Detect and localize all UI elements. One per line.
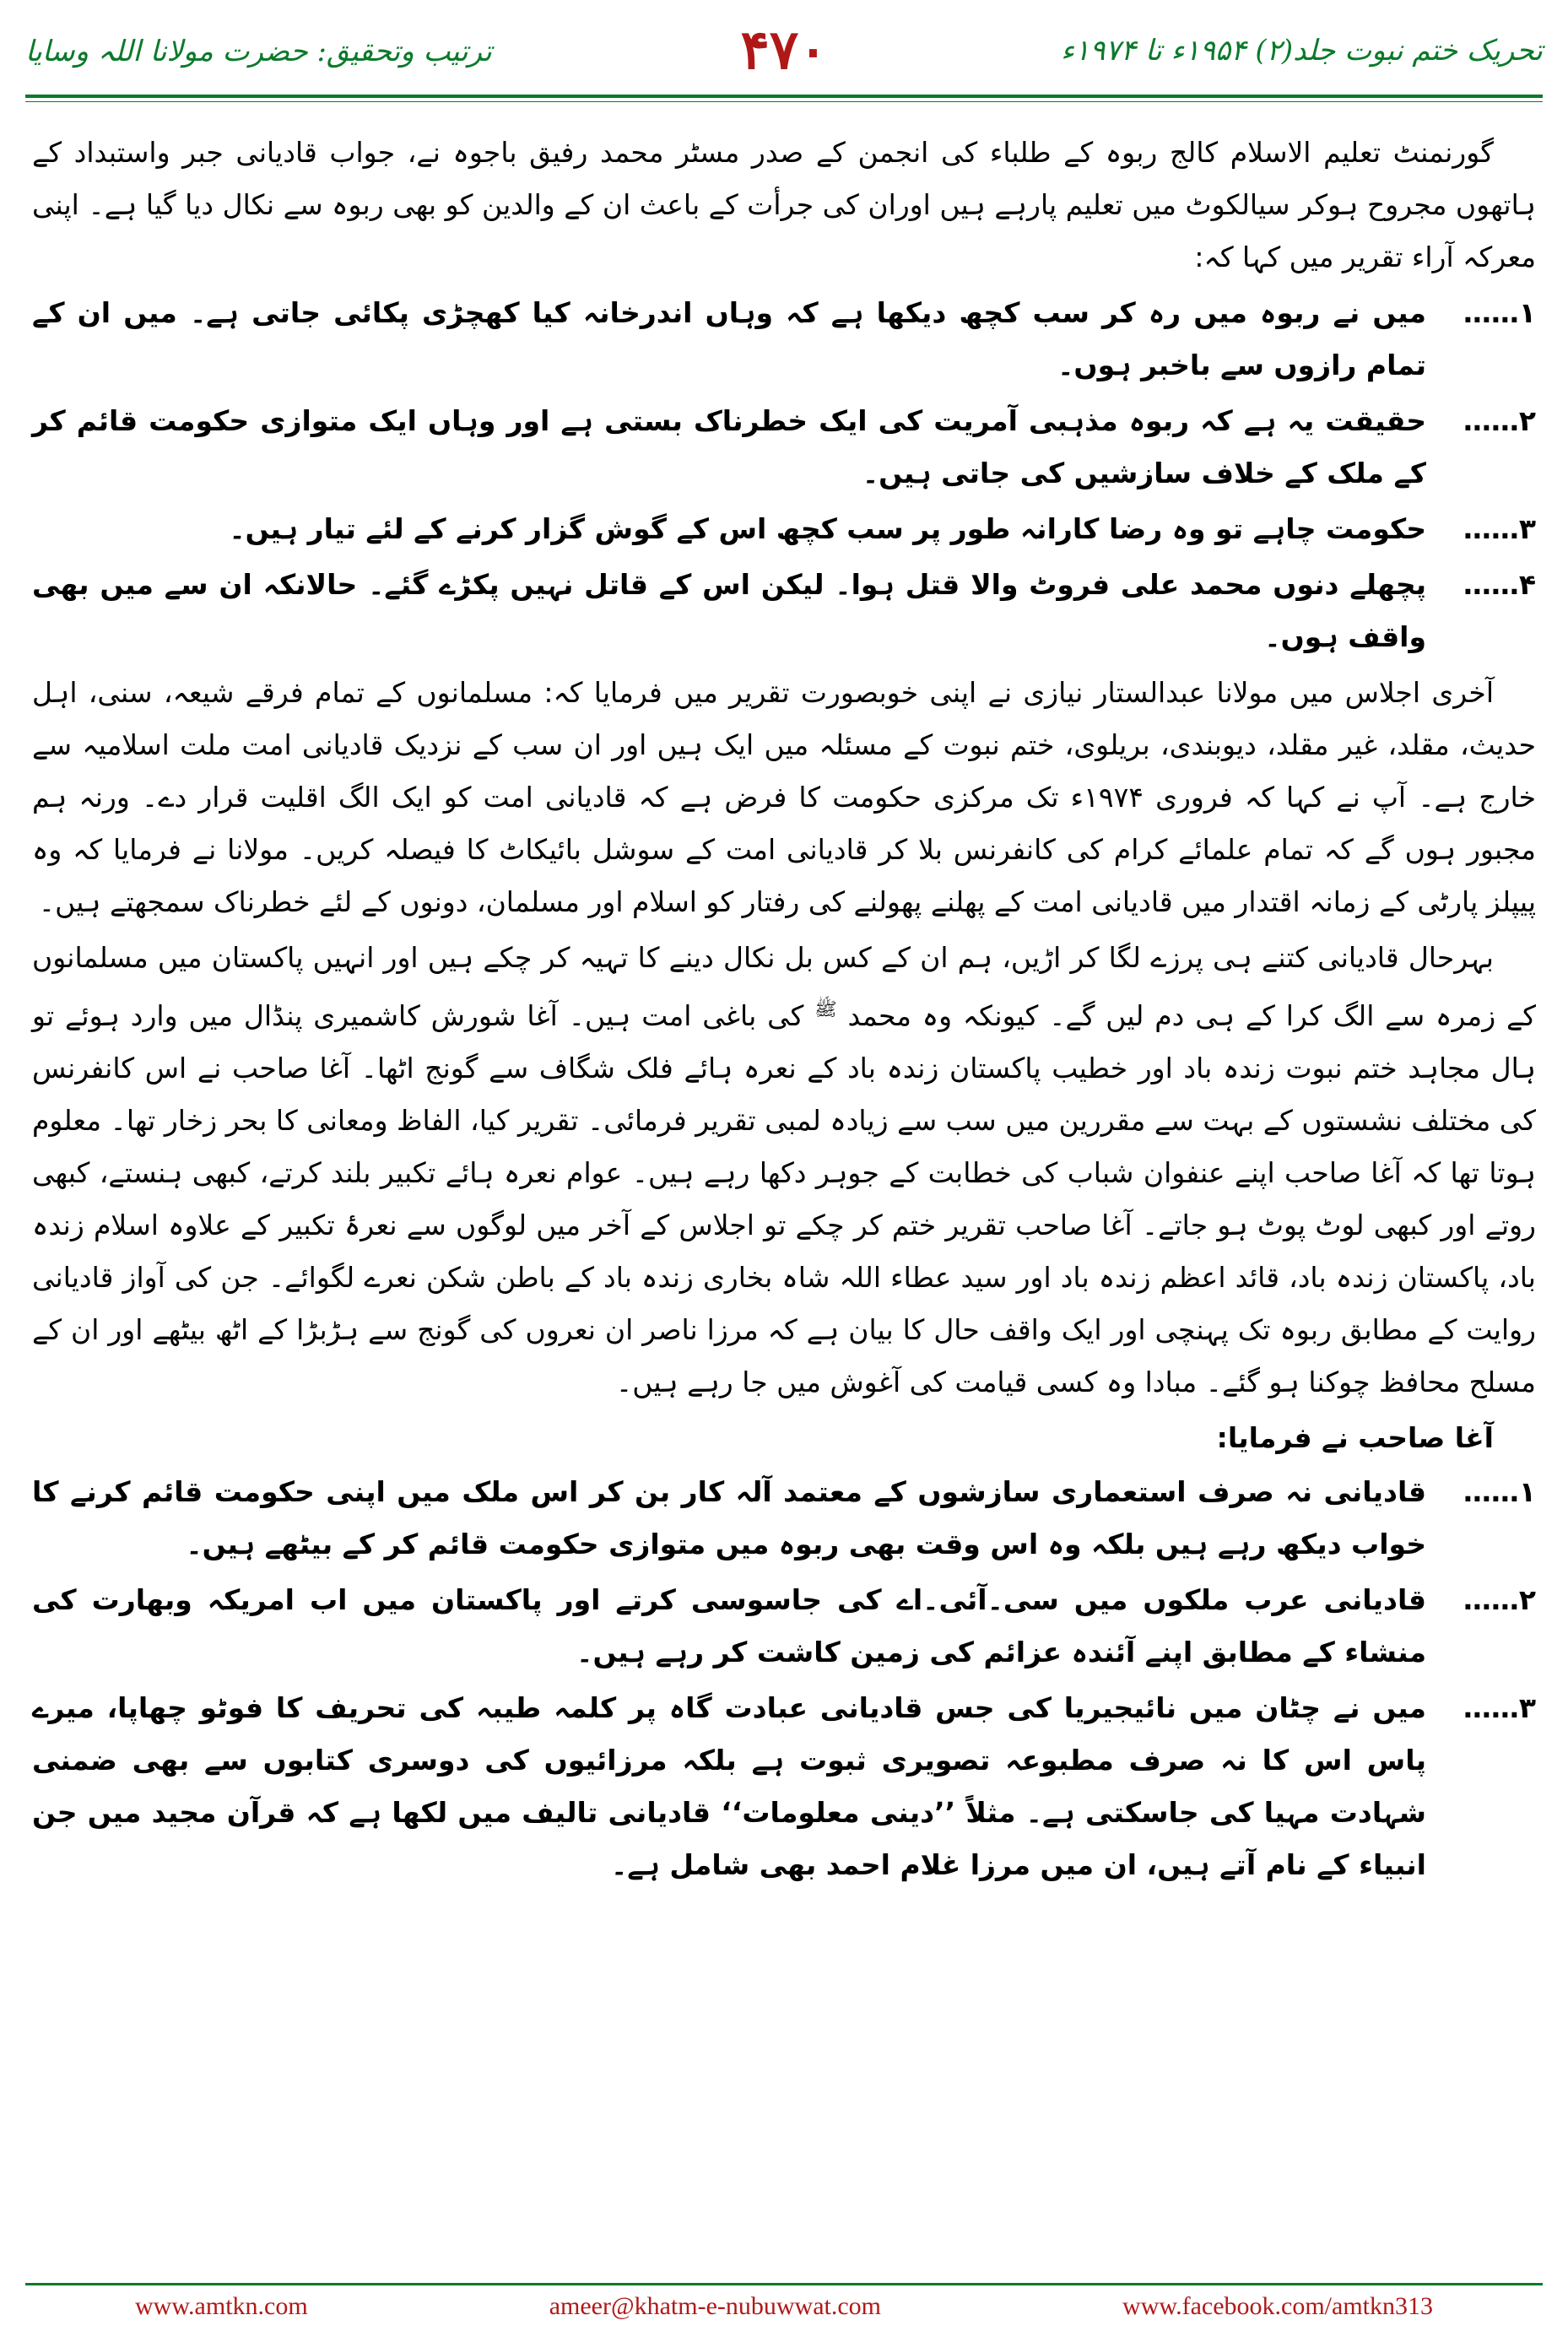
section-heading: آغا صاحب نے فرمایا:	[1216, 1421, 1494, 1454]
item-text: قادیانی عرب ملکوں میں سی۔آئی۔اے کی جاسوسی کرتے اور پاکستان میں اب امریکہ وبھارت کی منشاء کے مطابق اپنے آئندہ عزائم کی زمین کاشت کر رہے ہیں۔	[32, 1583, 1426, 1669]
page-number: ۴۷۰	[740, 19, 828, 82]
item-number: ۲……	[1463, 1583, 1536, 1616]
paragraph-2: آخری اجلاس میں مولانا عبدالستار نیازی نے اپنی خوبصورت تقریر میں فرمایا کہ: مسلمانوں کے تمام فرقے شیعہ، سنی، اہل حدیث، مقلد، غیر مقلد، دیوبندی، بریلوی، ختم نبوت کے مسئلہ میں ایک ہیں اور ان سب کے نزدیک قادیانی امت ملت اسلامیہ سے خارج ہے۔ آپ نے کہا کہ فروری ۱۹۷۴ء تک مرکزی حکومت کا فرض ہے کہ قادیانی امت کو ایک الگ اقلیت قرار دے۔ ورنہ ہم مجبور ہوں گے کہ تمام علمائے کرام کی کانفرنس بلا کر قادیانی امت کے سوشل بائیکاٹ کا فیصلہ کریں۔ مولانا نے فرمایا کہ وہ پیپلز پارٹی کے زمانہ اقتدار میں قادیانی امت کے پھلنے پھولنے کی رفتار کو اسلام اور مسلمان، دونوں کے لئے خطرناک سمجھتے ہیں۔	[32, 676, 1536, 918]
item-number: ۳……	[1463, 1691, 1536, 1724]
speech-list-1	[32, 287, 1536, 663]
list-item	[32, 1466, 1536, 1571]
list-item	[32, 287, 1536, 392]
page-header	[25, 19, 1543, 95]
item-number: ۱……	[1463, 1475, 1536, 1508]
item-number: ۱……	[1463, 296, 1536, 329]
item-text: حکومت چاہے تو وہ رضا کارانہ طور پر سب کچھ اس کے گوش گزار کرنے کے لئے تیار ہیں۔	[229, 512, 1426, 545]
item-number: ۴……	[1463, 568, 1536, 601]
compiler-credit: ترتیب وتحقیق: حضرت مولانا اللہ وسایا	[25, 35, 492, 68]
salutation-glyph: ﷺ	[814, 999, 837, 1020]
email-link[interactable]: ameer@khatm-e-nubuwwat.com	[549, 2292, 882, 2320]
paragraph-3-part-a: بہرحال قادیانی کتنے ہی پرزے لگا کر اڑیں، ہم ان کے کس بل نکال دینے کا تہیہ کر چکے ہیں اور انہیں پاکستان میں مسلمانوں کے زمرہ سے الگ کرا کے ہی دم لیں گے۔ کیونکہ وہ محمد	[32, 941, 1536, 1032]
list-item	[32, 559, 1536, 663]
list-item	[32, 395, 1536, 500]
item-text: قادیانی نہ صرف استعماری سازشوں کے معتمد آلہ کار بن کر اس ملک میں اپنی حکومت قائم کرنے کا خواب دیکھ رہے ہیں بلکہ وہ اس وقت بھی ربوہ میں متوازی حکومت قائم کر کے بیٹھے ہیں۔	[32, 1475, 1426, 1560]
item-text: پچھلے دنوں محمد علی فروٹ والا قتل ہوا۔ لیکن اس کے قاتل نہیں پکڑے گئے۔ حالانکہ ان سے میں بھی واقف ہوں۔	[32, 568, 1426, 653]
page-body	[32, 127, 1536, 1895]
header-divider	[25, 95, 1543, 98]
facebook-link[interactable]: www.facebook.com/amtkn313	[1122, 2292, 1433, 2320]
item-text: حقیقت یہ ہے کہ ربوہ مذہبی آمریت کی ایک خطرناک بستی ہے اور وہاں ایک متوازی حکومت قائم کر کے ملک کے خلاف سازشیں کی جاتی ہیں۔	[32, 404, 1426, 489]
paragraph-3-part-b: کی باغی امت ہیں۔ آغا شورش کاشمیری پنڈال میں وارد ہوئے تو ہال مجاہد ختم نبوت زندہ باد اور خطیب پاکستان زندہ باد کے نعرہ ہائے فلک شگاف سے گونج اٹھا۔ آغا صاحب نے اس کانفرنس کی مختلف نشستوں کے بہت سے مقررین میں سب سے زیادہ لمبی تقریر فرمائی۔ تقریر کیا، الفاظ ومعانی کا بحر زخار تھا۔ معلوم ہوتا تھا کہ آغا صاحب اپنے عنفوان شباب کی خطابت کے جوہر دکھا رہے ہیں۔ عوام نعرہ ہائے تکبیر بلند کرتے، کبھی ہنستے، کبھی روتے اور کبھی لوٹ پوٹ ہو جاتے۔ آغا صاحب تقریر ختم کر چکے تو اجلاس کے آخر میں لوگوں سے نعرۂ تکبیر کے علاوہ اسلام زندہ باد، پاکستان زندہ باد، قائد اعظم زندہ باد اور سید عطاء اللہ شاہ بخاری زندہ باد کے باطن شکن نعرے لگوائے۔ جن کی آواز قادیانی روایت کے مطابق ربوہ تک پہنچی اور ایک واقف حال کا بیان ہے کہ مرزا ناصر ان نعروں کی گونج سے ہڑبڑا کے اٹھ بیٹھے اور ان کے مسلح محافظ چوکنا ہو گئے۔ مبادا وہ کسی قیامت کی آغوش میں جا رہے ہیں۔	[32, 999, 1536, 1398]
item-number: ۲……	[1463, 404, 1536, 437]
paragraph-3	[32, 932, 1536, 1409]
website-link[interactable]: www.amtkn.com	[135, 2292, 308, 2320]
list-item	[32, 503, 1536, 555]
page-footer	[135, 2292, 1433, 2321]
header-divider-thin	[25, 101, 1543, 102]
paragraph-1: گورنمنٹ تعلیم الاسلام کالج ربوہ کے طلباء کی انجمن کے صدر مسٹر محمد رفیق باجوہ نے، جواب قادیانی جبر واستبداد کے ہاتھوں مجروح ہوکر سیالکوٹ میں تعلیم پارہے ہیں اوران کی جرأت کے باعث ان کے والدین کو بھی ربوہ سے نکال دیا گیا ہے۔ اپنی معرکہ آراء تقریر میں کہا کہ:	[32, 136, 1536, 273]
book-title: تحریک ختم نبوت جلد(۲) ۱۹۵۴ء تا ۱۹۷۴ء	[1061, 34, 1543, 68]
list-item	[32, 1682, 1536, 1891]
footer-divider	[25, 2283, 1543, 2285]
item-number: ۳……	[1463, 512, 1536, 545]
list-item	[32, 1574, 1536, 1679]
item-text: میں نے ربوہ میں رہ کر سب کچھ دیکھا ہے کہ وہاں اندرخانہ کیا کھچڑی پکائی جاتی ہے۔ میں ان کے تمام رازوں سے باخبر ہوں۔	[32, 296, 1426, 381]
item-text: میں نے چٹان میں نائیجیریا کی جس قادیانی عبادت گاہ پر کلمہ طیبہ کی تحریف کا فوٹو چھاپا، میرے پاس اس کا نہ صرف مطبوعہ تصویری ثبوت ہے بلکہ مرزائیوں کی دوسری کتابوں سے بھی ضمنی شہادت مہیا کی جاسکتی ہے۔ مثلاً ’’دینی معلومات‘‘ قادیانی تالیف میں لکھا ہے کہ قرآن مجید میں جن انبیاء کے نام آتے ہیں، ان میں مرزا غلام احمد بھی شامل ہے۔	[32, 1691, 1426, 1881]
speech-list-2	[32, 1466, 1536, 1891]
